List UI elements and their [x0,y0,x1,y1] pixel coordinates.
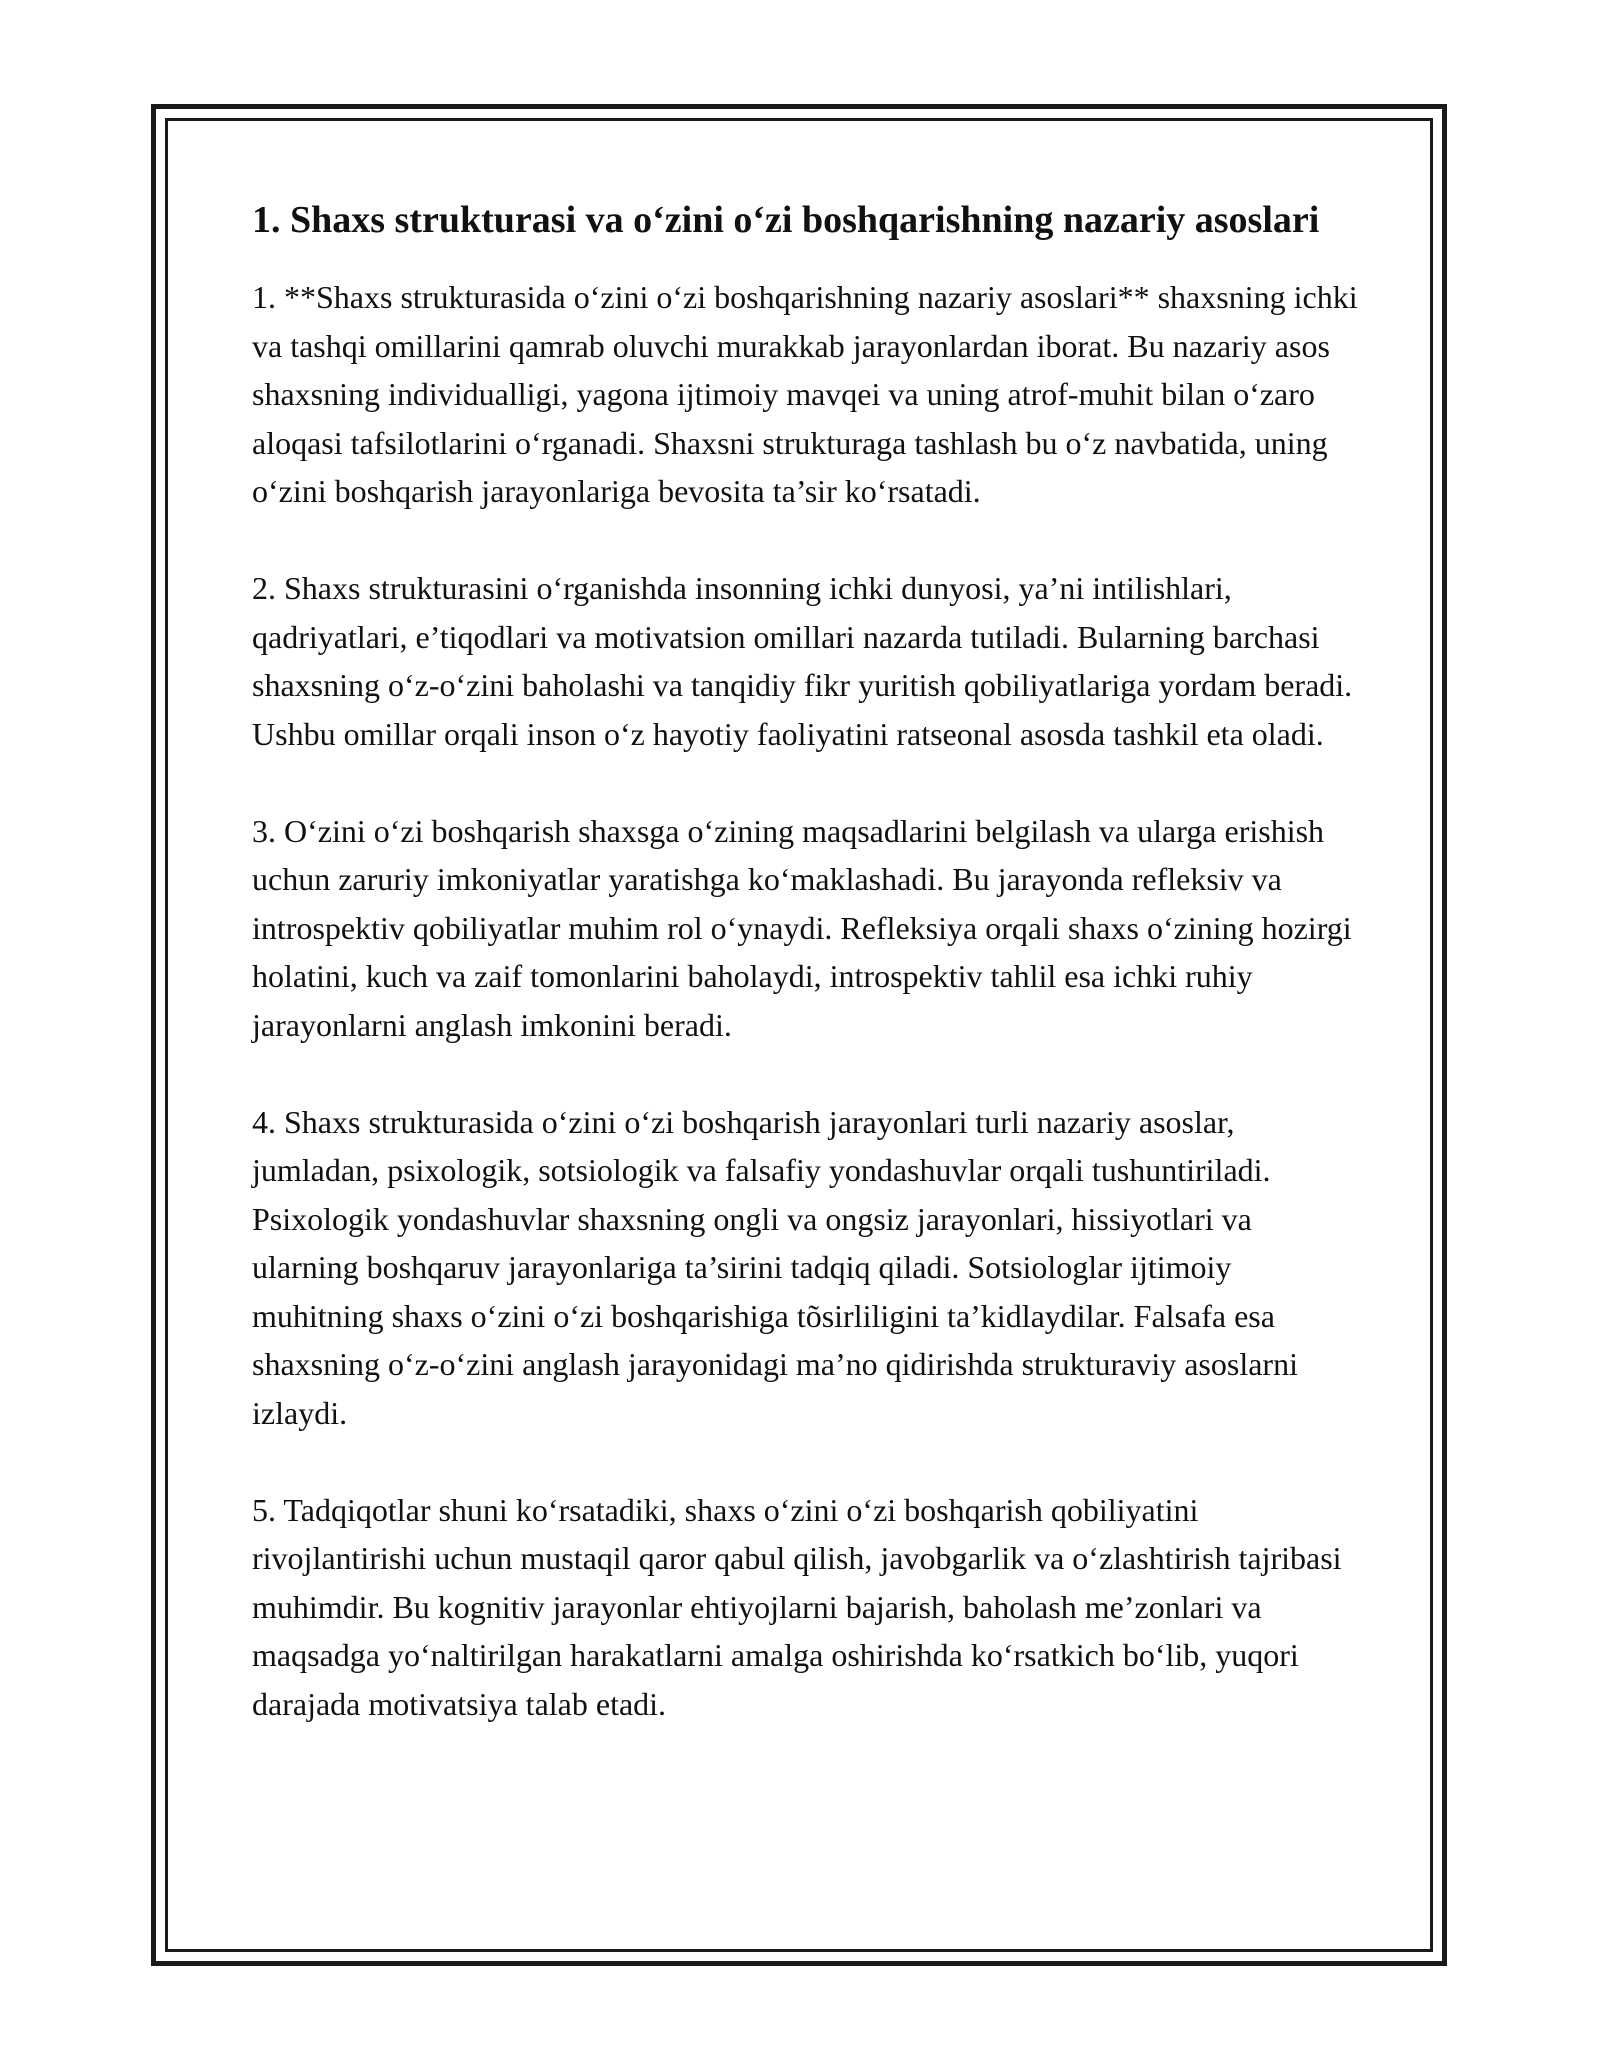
paragraph-3: 3. O‘zini o‘zi boshqarish shaxsga o‘zining maqsadlarini belgilash va ularga erishish uchun zaruriy imkoniyatlar yaratishga ko‘maklashadi. Bu jarayonda refleksiv va introspektiv qobiliyatlar muhim rol o‘ynaydi. Refleksiya orqali shaxs o‘zining hozirgi holatini, kuch va zaif tomonlarini baholaydi, introspektiv tahlil esa ichki ruhiy jarayonlarni anglash imkonini beradi. [252,812,1352,1043]
section-title: 1. Shaxs strukturasi va o‘zini o‘zi boshqarishning nazariy asoslari [252,199,1320,241]
page-border-inner [165,118,1433,1952]
paragraph-1: 1. **Shaxs strukturasida o‘zini o‘zi boshqarishning nazariy asoslari** shaxsning ichki va tashqi omillarini qamrab oluvchi murakkab jarayonlardan iborat. Bu nazariy asos shaxsning individualligi, yagona ijtimoiy mavqei va uning atrof-muhit bilan o‘zaro aloqasi tafsilotlarini o‘rganadi. Shaxsni strukturaga tashlash bu o‘z navbatida, uning o‘zini boshqarish jarayonlariga bevosita ta’sir ko‘rsatadi. [252,279,1358,509]
paragraph-4: 4. Shaxs strukturasida o‘zini o‘zi boshqarish jarayonlari turli nazariy asoslar, jumladan, psixologik, sotsiologik va falsafiy yondashuvlar orqali tushuntiriladi. Psixologik yondashuvlar shaxsning ongli va ongsiz jarayonlari, hissiyotlari va ularning boshqaruv jarayonlariga ta’sirini tadqiq qiladi. Sotsiologlar ijtimoiy muhitning shaxs o‘zini o‘zi boshqarishiga tõsirliligini ta’kidlaydilar. Falsafa esa shaxsning o‘z-o‘zini anglash jarayonidagi ma’no qidirishda strukturaviy asoslarni izlaydi. [252,1103,1298,1431]
document-body [252,193,1360,1728]
paragraph-2: 2. Shaxs strukturasini o‘rganishda insonning ichki dunyosi, ya’ni intilishlari, qadriyatlari, e’tiqodlari va motivatsion omillari nazarda tutiladi. Bularning barchasi shaxsning o‘z-o‘zini baholashi va tanqidiy fikr yuritish qobiliyatlariga yordam beradi. Ushbu omillar orqali inson o‘z hayotiy faoliyatini ratseonal asosda tashkil eta oladi. [252,570,1353,752]
paragraph-5: 5. Tadqiqotlar shuni ko‘rsatadiki, shaxs o‘zini o‘zi boshqarish qobiliyatini rivojlantirishi uchun mustaqil qaror qabul qilish, javobgarlik va o‘zlashtirish tajribasi muhimdir. Bu kognitiv jarayonlar ehtiyojlarni bajarish, baholash me’zonlari va maqsadga yo‘naltirilgan harakatlarni amalga oshirishda ko‘rsatkich bo‘lib, yuqori darajada motivatsiya talab etadi. [252,1491,1342,1722]
page-border-outer [151,104,1447,1966]
